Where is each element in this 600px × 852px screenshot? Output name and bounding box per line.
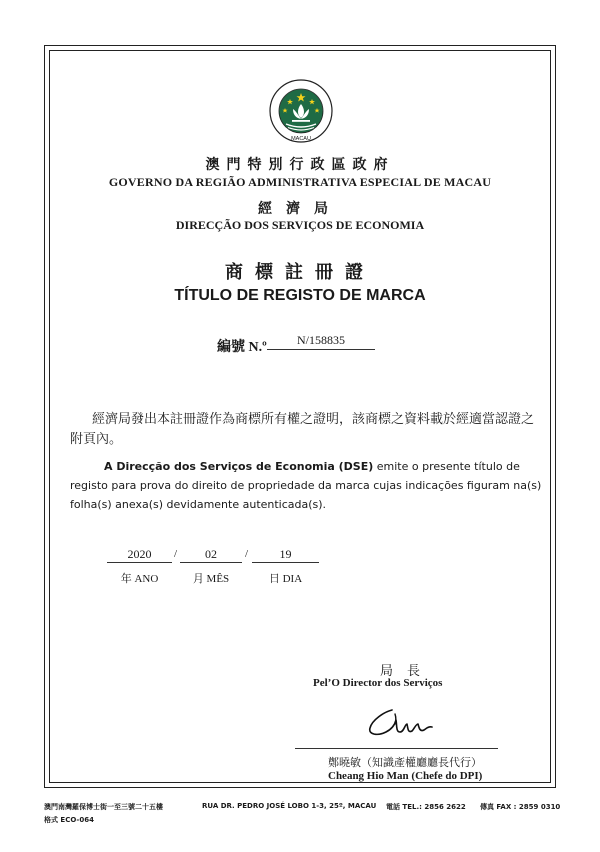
body-paragraph-text: emite o presente título de registo para prova do direito de propriedade da marca cujas indicações figuram na(s) folha(s) anexa(s) devidamente autenticada(s).	[70, 460, 542, 511]
signatory-title-chinese: 局長	[380, 663, 435, 678]
date-month-label: 月 MÊS	[192, 573, 230, 585]
footer-fax: 傳真 FAX : 2859 0310	[480, 803, 561, 811]
signature-line	[295, 748, 498, 749]
document-title-chinese: 商標註冊證	[225, 262, 375, 283]
handwritten-signature	[362, 702, 442, 740]
date-year-label: 年 ANO	[120, 573, 159, 585]
date-year: 2020	[107, 547, 172, 563]
body-paragraph-chinese: 經濟局發出本註冊證作為商標所有權之證明，該商標之資料載於經適當認證之附頁內。	[70, 412, 535, 447]
footer-address-portuguese: RUA DR. PEDRO JOSÉ LOBO 1-3, 25º, MACAU	[202, 802, 377, 810]
date-day: 19	[252, 547, 319, 563]
footer-address-chinese: 澳門南灣羅保博士街一至三號二十五樓	[44, 803, 163, 811]
government-name-chinese: 澳門特別行政區政府	[205, 158, 395, 173]
body-paragraph-portuguese	[70, 457, 545, 514]
form-code: 格式 ECO-064	[44, 816, 94, 824]
macau-emblem-icon	[268, 78, 334, 144]
signer-name-portuguese: Cheang Hio Man (Chefe do DPI)	[328, 770, 483, 782]
document-title-portuguese: TÍTULO DE REGISTO DE MARCA	[174, 287, 426, 304]
registration-number: N/158835	[267, 333, 375, 350]
footer-telephone: 電話 TEL.: 2856 2622	[386, 803, 466, 811]
signer-name-chinese: 鄭曉敏（知識產權廳廳長代行）	[328, 757, 482, 769]
date-month: 02	[180, 547, 242, 563]
government-name-portuguese: GOVERNO DA REGIÃO ADMINISTRATIVA ESPECIAL DE MACAU	[108, 175, 492, 189]
signatory-title-portuguese: Pel’O Director dos Serviços	[313, 677, 443, 689]
department-name-portuguese: DIRECÇÃO DOS SERVIÇOS DE ECONOMIA	[175, 218, 425, 232]
date-separator: /	[245, 548, 249, 560]
registration-number-label: 編號 N.º	[217, 340, 267, 355]
department-name-chinese: 經濟局	[258, 202, 342, 217]
issuer-name: A Direcção dos Serviços de Economia (DSE)	[104, 460, 374, 473]
date-separator: /	[174, 548, 178, 560]
date-day-label: 日 DIA	[268, 573, 303, 585]
svg-text:MACAU: MACAU	[291, 136, 311, 142]
